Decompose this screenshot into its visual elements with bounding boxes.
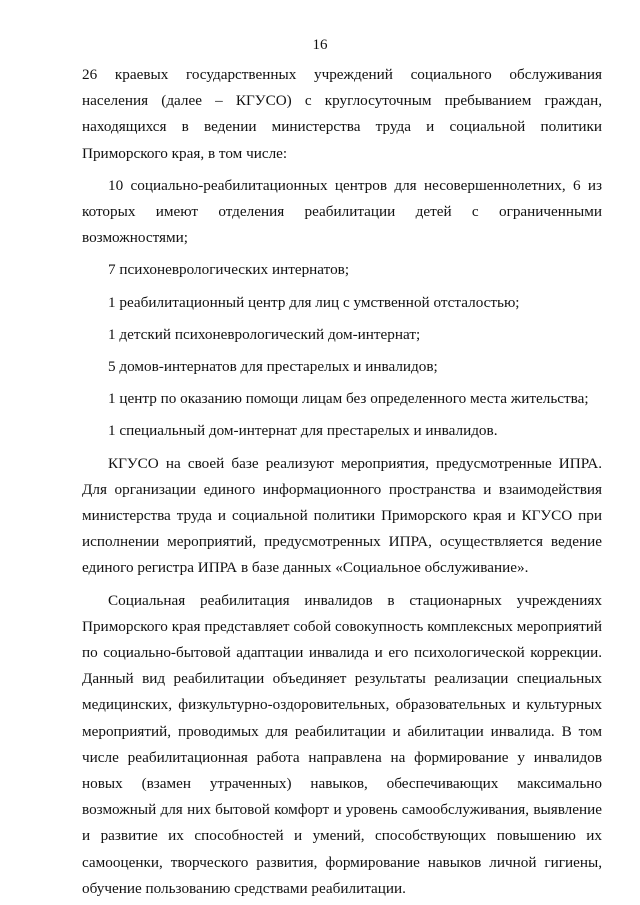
list-item: 1 специальный дом-интернат для престарелых и инвалидов. [108,422,498,440]
body-paragraph: Социальная реабилитация инвалидов в стационарных учреждениях Приморского края представляет собой совокупность комплексных мероприятий по социально-бытовой адаптации инвалида и его психологической коррекции. Данный вид реабилитации объединяет результаты реализации специальных медицинских, физкультурно-оздоровительных, образовательных и культурных мероприятий, проводимых для реабилитации и абилитации инвалида. В том числе реабилитационная работа направлена на формирование у инвалидов новых (взамен утраченных) навыков, обеспечивающих максимально возможный для них бытовой комфорт и уровень самообслуживания, выявление и развитие их способностей и умений, способствующих повышению их самооценки, творческого развития, формирование навыков личной гигиены, обучение пользованию средствами реабилитации. [82,591,602,897]
intro-paragraph: 26 краевых государственных учреждений социального обслуживания населения (далее – КГУСО) с круглосуточным пребыванием граждан, находящихся в ведении министерства труда и социальной политики Приморского края, в том числе: [82,66,602,162]
list-item: 1 центр по оказанию помощи лицам без определенного места жительства; [108,390,589,408]
list-item: 5 домов-интернатов для престарелых и инвалидов; [108,358,438,376]
page-number: 16 [312,37,328,53]
list-item: 7 психоневрологических интернатов; [108,261,350,279]
list-item: 1 детский психоневрологический дом-интернат; [108,325,421,343]
document-body [82,62,602,902]
list-item: 1 реабилитационный центр для лиц с умственной отсталостью; [108,293,520,311]
list-item: 10 социально-реабилитационных центров для несовершеннолетних, 6 из которых имеют отделения реабилитации детей с ограниченными возможностями; [82,176,602,247]
body-paragraph: КГУСО на своей базе реализуют мероприятия, предусмотренные ИПРА. Для организации единого информационного пространства и взаимодействия министерства труда и социальной политики Приморского края и КГУСО при исполнении мероприятий, предусмотренных ИПРА, осуществляется ведение единого регистра ИПРА в базе данных «Социальное обслуживание». [82,454,602,577]
